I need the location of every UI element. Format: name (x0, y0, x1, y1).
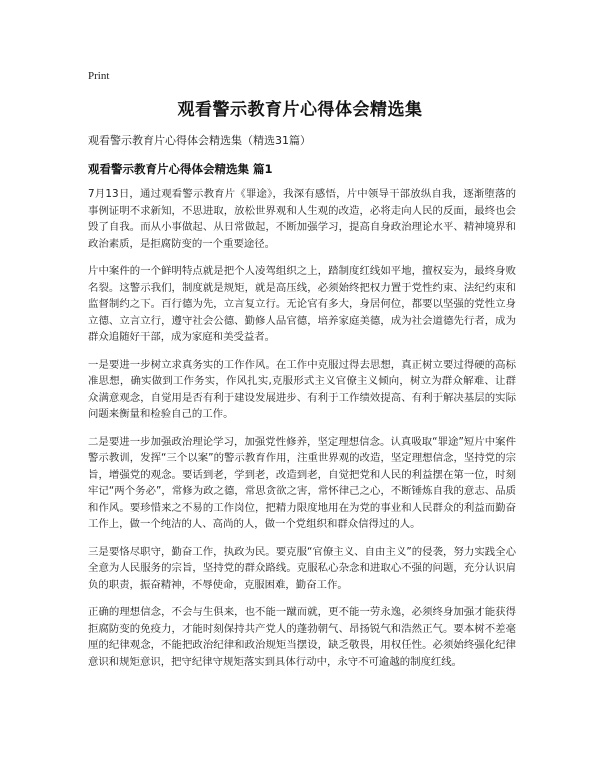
document-subtitle: 观看警示教育片心得体会精选集（精选31篇） (88, 134, 311, 147)
paragraph-2: 片中案件的一个鲜明特点就是把个人凌驾组织之上，踏制度红线如平地，擅权妄为，最终身败名裂。这警示我们，制度就是规矩，就是高压线，必须始终把权力置于党性约束、法纪约束和监督制约之下。百行德为先，立言复立行。无论官有多大，身居何位，都要以坚强的党性立身立德、立言立行，遵守社会公德、勤修人品官德，培养家庭美德，成为社会道德先行者，成为群众追随好干部，成为家庭和美受益者。 (88, 265, 516, 343)
paragraph-5: 三是要恪尽职守，勤奋工作，执政为民。要克服“官僚主义、自由主义”的侵袭，努力实践全心全意为人民服务的宗旨，坚持党的群众路线。克服私心杂念和进取心不强的问题，充分认识肩负的职责，振奋精神，不辱使命，克服困难，勤奋工作。 (88, 545, 516, 591)
paragraph-6: 正确的理想信念，不会与生俱来，也不能一蹴而就，更不能一劳永逸，必须终身加强才能获得拒腐防变的免疫力，才能时刻保持共产党人的蓬勃朝气、昂扬锐气和浩然正气。要本树不差毫厘的纪律观念，不能把政治纪律和政治规矩当摆设，缺乏敬畏，用权任性。必须始终强化纪律意识和规矩意识，把守纪律守规矩落实到具体行动中，永守不可逾越的制度红线。 (88, 606, 516, 668)
paragraph-1: 7月13日，通过观看警示教育片《罪途》，我深有感悟，片中领导干部放纵自我，逐渐堕落的事例证明不求新知，不思进取，放松世界观和人生观的改造，必将走向人民的反面，最终也会毁了自我。而从小事做起、从日常做起，不断加强学习，提高自身政治理论水平、精神境界和政治素质，是拒腐防变的一个重要途径。 (88, 188, 516, 250)
paragraph-3: 一是要进一步树立求真务实的工作作风。在工作中克服过得去思想，真正树立要过得硬的高标准思想，确实做到工作务实，作风扎实,克服形式主义官僚主义倾向，树立为群众解难、让群众满意观念，自觉用是否有利于建设发展进步、有利于工作绩效提高、有利于解决基层的实际问题来衡量和检验自己的工作。 (88, 358, 516, 420)
section-heading: 观看警示教育片心得体会精选集 篇1 (88, 162, 273, 176)
print-link[interactable]: Print (88, 70, 110, 82)
article-body (88, 186, 516, 681)
page-title: 观看警示教育片心得体会精选集 (177, 100, 423, 120)
paragraph-4: 二是要进一步加强政治理论学习，加强党性修养，坚定理想信念。认真吸取“罪途”短片中案件警示教训，发挥“三个以案”的警示教育作用，注重世界观的改造，坚定理想信念，坚持党的宗旨，增强党的观念。要话到老，学到老，改造到老，自觉把党和人民的利益摆在第一位，时刻牢记“两个务必”，常修为政之德，常思贪欲之害，常怀律己之心，不断锤炼自我的意志、品质和作风。要珍惜来之不易的工作岗位，把精力限度地用在为党的事业和人民群众的利益而勤奋工作上，做一个纯洁的人、高尚的人，做一个党组织和群众信得过的人。 (88, 435, 516, 530)
